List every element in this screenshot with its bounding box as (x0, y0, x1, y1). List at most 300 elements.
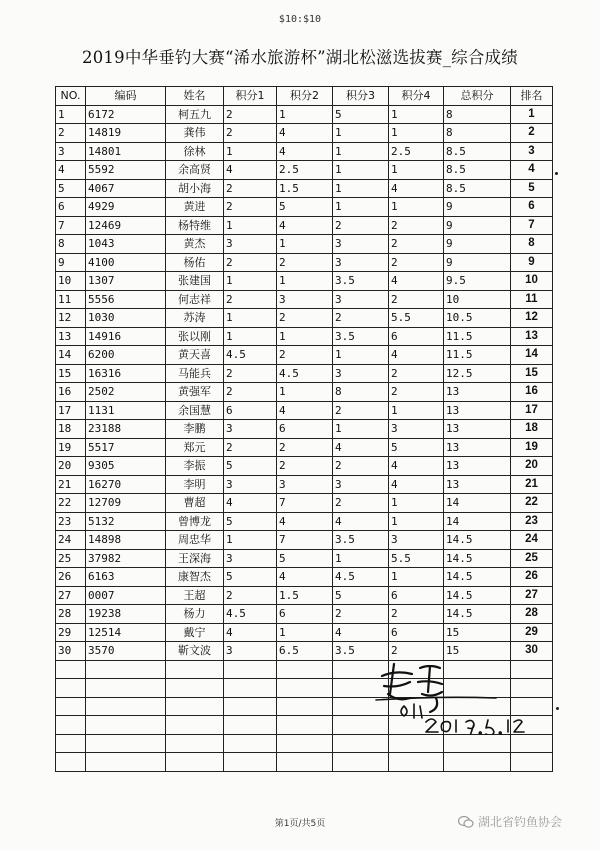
cell-score4: 3 (389, 420, 444, 439)
table-row (56, 253, 553, 272)
cell-score2: 1 (277, 272, 333, 291)
cell-rank: 28 (511, 605, 553, 624)
cell-score2: 5 (277, 198, 333, 217)
cell-rank: 3 (511, 142, 553, 161)
table-row (56, 235, 553, 254)
cell-total: 10 (444, 290, 511, 309)
cell-rank: 13 (511, 327, 553, 346)
cell-no: 18 (56, 420, 86, 439)
cell-code: 14819 (86, 124, 166, 143)
cell-code: 1307 (86, 272, 166, 291)
cell-score4: 1 (389, 198, 444, 217)
cell-name: 苏涛 (166, 309, 224, 328)
cell-score3: 3 (333, 364, 389, 383)
cell-score3: 2 (333, 457, 389, 476)
cell-code: 1043 (86, 235, 166, 254)
cell-score4: 2 (389, 216, 444, 235)
table-row (56, 272, 553, 291)
cell-no: 27 (56, 586, 86, 605)
cell-no: 13 (56, 327, 86, 346)
table-row (56, 457, 553, 476)
cell-score3: 4 (333, 512, 389, 531)
cell-score2: 1 (277, 383, 333, 402)
header-mark: $10:$10 (278, 14, 322, 25)
cell-name: 胡小海 (166, 179, 224, 198)
cell-score2: 1 (277, 327, 333, 346)
cell-rank: 4 (511, 161, 553, 180)
cell-total: 14.5 (444, 549, 511, 568)
cell-score2: 4 (277, 401, 333, 420)
cell-no: 8 (56, 235, 86, 254)
cell-code: 6163 (86, 568, 166, 587)
column-header-rank: 排名 (511, 87, 553, 106)
cell-score4: 2 (389, 605, 444, 624)
cell-code: 14898 (86, 531, 166, 550)
cell-score1: 2 (224, 290, 277, 309)
cell-score4: 4 (389, 179, 444, 198)
cell-total: 9 (444, 235, 511, 254)
watermark (458, 813, 562, 830)
cell-score3: 1 (333, 420, 389, 439)
table-row (56, 327, 553, 346)
cell-total: 14.5 (444, 605, 511, 624)
empty-cell (166, 697, 224, 716)
cell-total: 11.5 (444, 346, 511, 365)
cell-score1: 4.5 (224, 346, 277, 365)
cell-score1: 2 (224, 253, 277, 272)
cell-score4: 1 (389, 494, 444, 513)
cell-score3: 3.5 (333, 531, 389, 550)
empty-cell (86, 697, 166, 716)
cell-score1: 2 (224, 198, 277, 217)
empty-cell (86, 679, 166, 698)
cell-score2: 3 (277, 475, 333, 494)
cell-name: 龚伟 (166, 124, 224, 143)
cell-score3: 1 (333, 161, 389, 180)
cell-score4: 5 (389, 438, 444, 457)
table-row (56, 512, 553, 531)
cell-code: 14801 (86, 142, 166, 161)
cell-total: 9 (444, 216, 511, 235)
column-header-name: 姓名 (166, 87, 224, 106)
cell-no: 15 (56, 364, 86, 383)
cell-code: 6200 (86, 346, 166, 365)
cell-score1: 2 (224, 179, 277, 198)
cell-score4: 1 (389, 401, 444, 420)
empty-cell (56, 679, 86, 698)
cell-rank: 25 (511, 549, 553, 568)
cell-score2: 1.5 (277, 179, 333, 198)
cell-score4: 2 (389, 253, 444, 272)
cell-no: 1 (56, 105, 86, 124)
empty-cell (389, 753, 444, 772)
table-row (56, 198, 553, 217)
cell-score3: 3 (333, 253, 389, 272)
cell-name: 杨佑 (166, 253, 224, 272)
cell-code: 12469 (86, 216, 166, 235)
cell-score3: 4.5 (333, 568, 389, 587)
cell-name: 徐林 (166, 142, 224, 161)
cell-total: 14.5 (444, 531, 511, 550)
cell-score4: 6 (389, 586, 444, 605)
empty-cell (511, 734, 553, 753)
cell-code: 5132 (86, 512, 166, 531)
empty-cell (166, 734, 224, 753)
cell-rank: 10 (511, 272, 553, 291)
table-row (56, 401, 553, 420)
cell-name: 黄进 (166, 198, 224, 217)
cell-score2: 4 (277, 512, 333, 531)
cell-score1: 4 (224, 623, 277, 642)
cell-score3: 1 (333, 346, 389, 365)
cell-score1: 1 (224, 531, 277, 550)
cell-score4: 2 (389, 364, 444, 383)
table-row (56, 383, 553, 402)
cell-total: 14 (444, 494, 511, 513)
cell-score3: 1 (333, 549, 389, 568)
cell-no: 25 (56, 549, 86, 568)
cell-rank: 14 (511, 346, 553, 365)
cell-score2: 1 (277, 235, 333, 254)
cell-no: 24 (56, 531, 86, 550)
table-row (56, 642, 553, 661)
cell-no: 11 (56, 290, 86, 309)
empty-table-row (56, 753, 553, 772)
cell-score4: 4 (389, 272, 444, 291)
table-row (56, 605, 553, 624)
cell-score2: 4 (277, 216, 333, 235)
empty-cell (511, 753, 553, 772)
cell-score3: 1 (333, 142, 389, 161)
cell-score4: 1 (389, 105, 444, 124)
cell-score3: 1 (333, 179, 389, 198)
cell-score2: 4 (277, 568, 333, 587)
cell-score1: 2 (224, 586, 277, 605)
cell-score1: 3 (224, 235, 277, 254)
cell-rank: 11 (511, 290, 553, 309)
cell-rank: 20 (511, 457, 553, 476)
empty-cell (277, 679, 333, 698)
cell-score3: 4 (333, 623, 389, 642)
wechat-icon (458, 815, 474, 829)
page-title: 2019中华垂钓大赛“浠水旅游杯”湖北松滋选拔赛_综合成绩 (82, 48, 518, 67)
cell-total: 8.5 (444, 142, 511, 161)
cell-no: 28 (56, 605, 86, 624)
empty-cell (224, 679, 277, 698)
column-header-score2: 积分2 (277, 87, 333, 106)
cell-code: 14916 (86, 327, 166, 346)
empty-cell (277, 660, 333, 679)
cell-no: 16 (56, 383, 86, 402)
column-header-score3: 积分3 (333, 87, 389, 106)
cell-total: 8.5 (444, 179, 511, 198)
empty-cell (86, 734, 166, 753)
cell-code: 1030 (86, 309, 166, 328)
cell-score4: 1 (389, 568, 444, 587)
empty-cell (86, 716, 166, 735)
cell-score1: 1 (224, 216, 277, 235)
cell-no: 10 (56, 272, 86, 291)
cell-score1: 1 (224, 272, 277, 291)
cell-total: 14 (444, 512, 511, 531)
cell-score2: 2.5 (277, 161, 333, 180)
cell-score1: 6 (224, 401, 277, 420)
cell-no: 22 (56, 494, 86, 513)
cell-rank: 26 (511, 568, 553, 587)
cell-rank: 19 (511, 438, 553, 457)
empty-cell (277, 753, 333, 772)
cell-rank: 12 (511, 309, 553, 328)
cell-total: 15 (444, 642, 511, 661)
cell-no: 7 (56, 216, 86, 235)
cell-name: 马能兵 (166, 364, 224, 383)
cell-no: 29 (56, 623, 86, 642)
table-row (56, 623, 553, 642)
cell-name: 曹超 (166, 494, 224, 513)
cell-score1: 4 (224, 161, 277, 180)
cell-score3: 3 (333, 290, 389, 309)
cell-score2: 2 (277, 309, 333, 328)
cell-score1: 2 (224, 383, 277, 402)
cell-no: 19 (56, 438, 86, 457)
cell-score1: 2 (224, 364, 277, 383)
table-row (56, 216, 553, 235)
cell-name: 余国慧 (166, 401, 224, 420)
cell-score1: 3 (224, 549, 277, 568)
empty-cell (86, 660, 166, 679)
empty-cell (166, 660, 224, 679)
cell-score3: 3 (333, 475, 389, 494)
cell-total: 10.5 (444, 309, 511, 328)
cell-score1: 3 (224, 475, 277, 494)
cell-score4: 2 (389, 383, 444, 402)
cell-no: 3 (56, 142, 86, 161)
cell-score2: 5 (277, 549, 333, 568)
cell-code: 1131 (86, 401, 166, 420)
table-row (56, 364, 553, 383)
cell-score2: 4 (277, 124, 333, 143)
cell-score3: 2 (333, 309, 389, 328)
empty-cell (333, 734, 389, 753)
cell-total: 8.5 (444, 161, 511, 180)
cell-total: 13 (444, 420, 511, 439)
cell-score1: 3 (224, 420, 277, 439)
cell-score3: 1 (333, 124, 389, 143)
cell-no: 9 (56, 253, 86, 272)
cell-score1: 5 (224, 457, 277, 476)
cell-code: 0007 (86, 586, 166, 605)
cell-score4: 5.5 (389, 549, 444, 568)
empty-cell (277, 734, 333, 753)
cell-score3: 4 (333, 438, 389, 457)
cell-score3: 3 (333, 235, 389, 254)
cell-score2: 4 (277, 142, 333, 161)
table-row (56, 290, 553, 309)
cell-total: 11.5 (444, 327, 511, 346)
cell-rank: 5 (511, 179, 553, 198)
empty-cell (166, 679, 224, 698)
handwritten-signature (374, 660, 564, 735)
cell-name: 王超 (166, 586, 224, 605)
cell-code: 4067 (86, 179, 166, 198)
cell-no: 21 (56, 475, 86, 494)
cell-rank: 29 (511, 623, 553, 642)
cell-score2: 2 (277, 457, 333, 476)
cell-name: 李明 (166, 475, 224, 494)
cell-score2: 2 (277, 438, 333, 457)
cell-score2: 7 (277, 494, 333, 513)
cell-total: 14.5 (444, 568, 511, 587)
cell-no: 30 (56, 642, 86, 661)
empty-cell (224, 716, 277, 735)
cell-total: 13 (444, 475, 511, 494)
empty-cell (224, 753, 277, 772)
table-row (56, 531, 553, 550)
cell-code: 5556 (86, 290, 166, 309)
cell-score3: 5 (333, 586, 389, 605)
cell-score4: 4 (389, 346, 444, 365)
cell-code: 37982 (86, 549, 166, 568)
cell-score3: 8 (333, 383, 389, 402)
cell-name: 杨特维 (166, 216, 224, 235)
cell-total: 9 (444, 253, 511, 272)
cell-name: 郑元 (166, 438, 224, 457)
cell-no: 23 (56, 512, 86, 531)
column-header-total: 总积分 (444, 87, 511, 106)
empty-cell (277, 716, 333, 735)
table-row (56, 179, 553, 198)
cell-score2: 6 (277, 420, 333, 439)
cell-total: 8 (444, 124, 511, 143)
cell-score4: 6 (389, 327, 444, 346)
cell-total: 13 (444, 383, 511, 402)
cell-score1: 3 (224, 642, 277, 661)
column-header-code: 编码 (86, 87, 166, 106)
table-row (56, 161, 553, 180)
cell-score2: 4.5 (277, 364, 333, 383)
cell-score3: 3.5 (333, 272, 389, 291)
cell-score3: 2 (333, 216, 389, 235)
cell-rank: 16 (511, 383, 553, 402)
cell-rank: 30 (511, 642, 553, 661)
cell-score2: 1 (277, 623, 333, 642)
cell-score1: 2 (224, 124, 277, 143)
cell-total: 9 (444, 198, 511, 217)
cell-code: 2502 (86, 383, 166, 402)
cell-score4: 4 (389, 475, 444, 494)
cell-score4: 1 (389, 124, 444, 143)
cell-score3: 2 (333, 494, 389, 513)
cell-no: 5 (56, 179, 86, 198)
cell-code: 4929 (86, 198, 166, 217)
empty-cell (444, 753, 511, 772)
cell-name: 张建国 (166, 272, 224, 291)
cell-score4: 3 (389, 531, 444, 550)
cell-name: 靳文波 (166, 642, 224, 661)
cell-no: 4 (56, 161, 86, 180)
table-row (56, 142, 553, 161)
cell-score4: 2 (389, 235, 444, 254)
cell-rank: 24 (511, 531, 553, 550)
table-header-row (56, 87, 553, 106)
table-row (56, 124, 553, 143)
cell-name: 康智杰 (166, 568, 224, 587)
cell-rank: 18 (511, 420, 553, 439)
cell-score1: 4 (224, 494, 277, 513)
empty-cell (166, 716, 224, 735)
cell-rank: 9 (511, 253, 553, 272)
cell-name: 戴宁 (166, 623, 224, 642)
cell-total: 15 (444, 623, 511, 642)
table-row (56, 420, 553, 439)
cell-name: 曾博龙 (166, 512, 224, 531)
cell-rank: 1 (511, 105, 553, 124)
cell-code: 16316 (86, 364, 166, 383)
cell-rank: 6 (511, 198, 553, 217)
cell-code: 12514 (86, 623, 166, 642)
cell-score1: 1 (224, 327, 277, 346)
cell-code: 5517 (86, 438, 166, 457)
page-footer: 第1页/共5页 (274, 819, 326, 829)
cell-name: 黄天喜 (166, 346, 224, 365)
empty-cell (166, 753, 224, 772)
cell-code: 16270 (86, 475, 166, 494)
cell-score3: 2 (333, 401, 389, 420)
cell-score3: 5 (333, 105, 389, 124)
empty-cell (333, 753, 389, 772)
empty-cell (224, 734, 277, 753)
table-row (56, 568, 553, 587)
cell-score1: 1 (224, 309, 277, 328)
empty-table-row (56, 734, 553, 753)
cell-score4: 2.5 (389, 142, 444, 161)
cell-rank: 21 (511, 475, 553, 494)
cell-name: 杨力 (166, 605, 224, 624)
cell-rank: 22 (511, 494, 553, 513)
empty-cell (277, 697, 333, 716)
cell-score2: 2 (277, 346, 333, 365)
cell-code: 9305 (86, 457, 166, 476)
cell-rank: 23 (511, 512, 553, 531)
cell-rank: 7 (511, 216, 553, 235)
cell-name: 张以刚 (166, 327, 224, 346)
empty-cell (224, 660, 277, 679)
cell-code: 5592 (86, 161, 166, 180)
cell-score2: 6.5 (277, 642, 333, 661)
cell-total: 13 (444, 401, 511, 420)
cell-total: 14.5 (444, 586, 511, 605)
cell-name: 李鹏 (166, 420, 224, 439)
cell-total: 13 (444, 438, 511, 457)
cell-rank: 8 (511, 235, 553, 254)
cell-name: 何志祥 (166, 290, 224, 309)
table-row (56, 549, 553, 568)
cell-name: 柯五九 (166, 105, 224, 124)
cell-total: 8 (444, 105, 511, 124)
cell-code: 19238 (86, 605, 166, 624)
cell-total: 12.5 (444, 364, 511, 383)
cell-score1: 2 (224, 105, 277, 124)
cell-score1: 5 (224, 512, 277, 531)
table-row (56, 438, 553, 457)
cell-score2: 1 (277, 105, 333, 124)
cell-score4: 4 (389, 457, 444, 476)
cell-total: 9.5 (444, 272, 511, 291)
cell-name: 周忠华 (166, 531, 224, 550)
table-row (56, 494, 553, 513)
cell-score4: 1 (389, 512, 444, 531)
cell-no: 20 (56, 457, 86, 476)
